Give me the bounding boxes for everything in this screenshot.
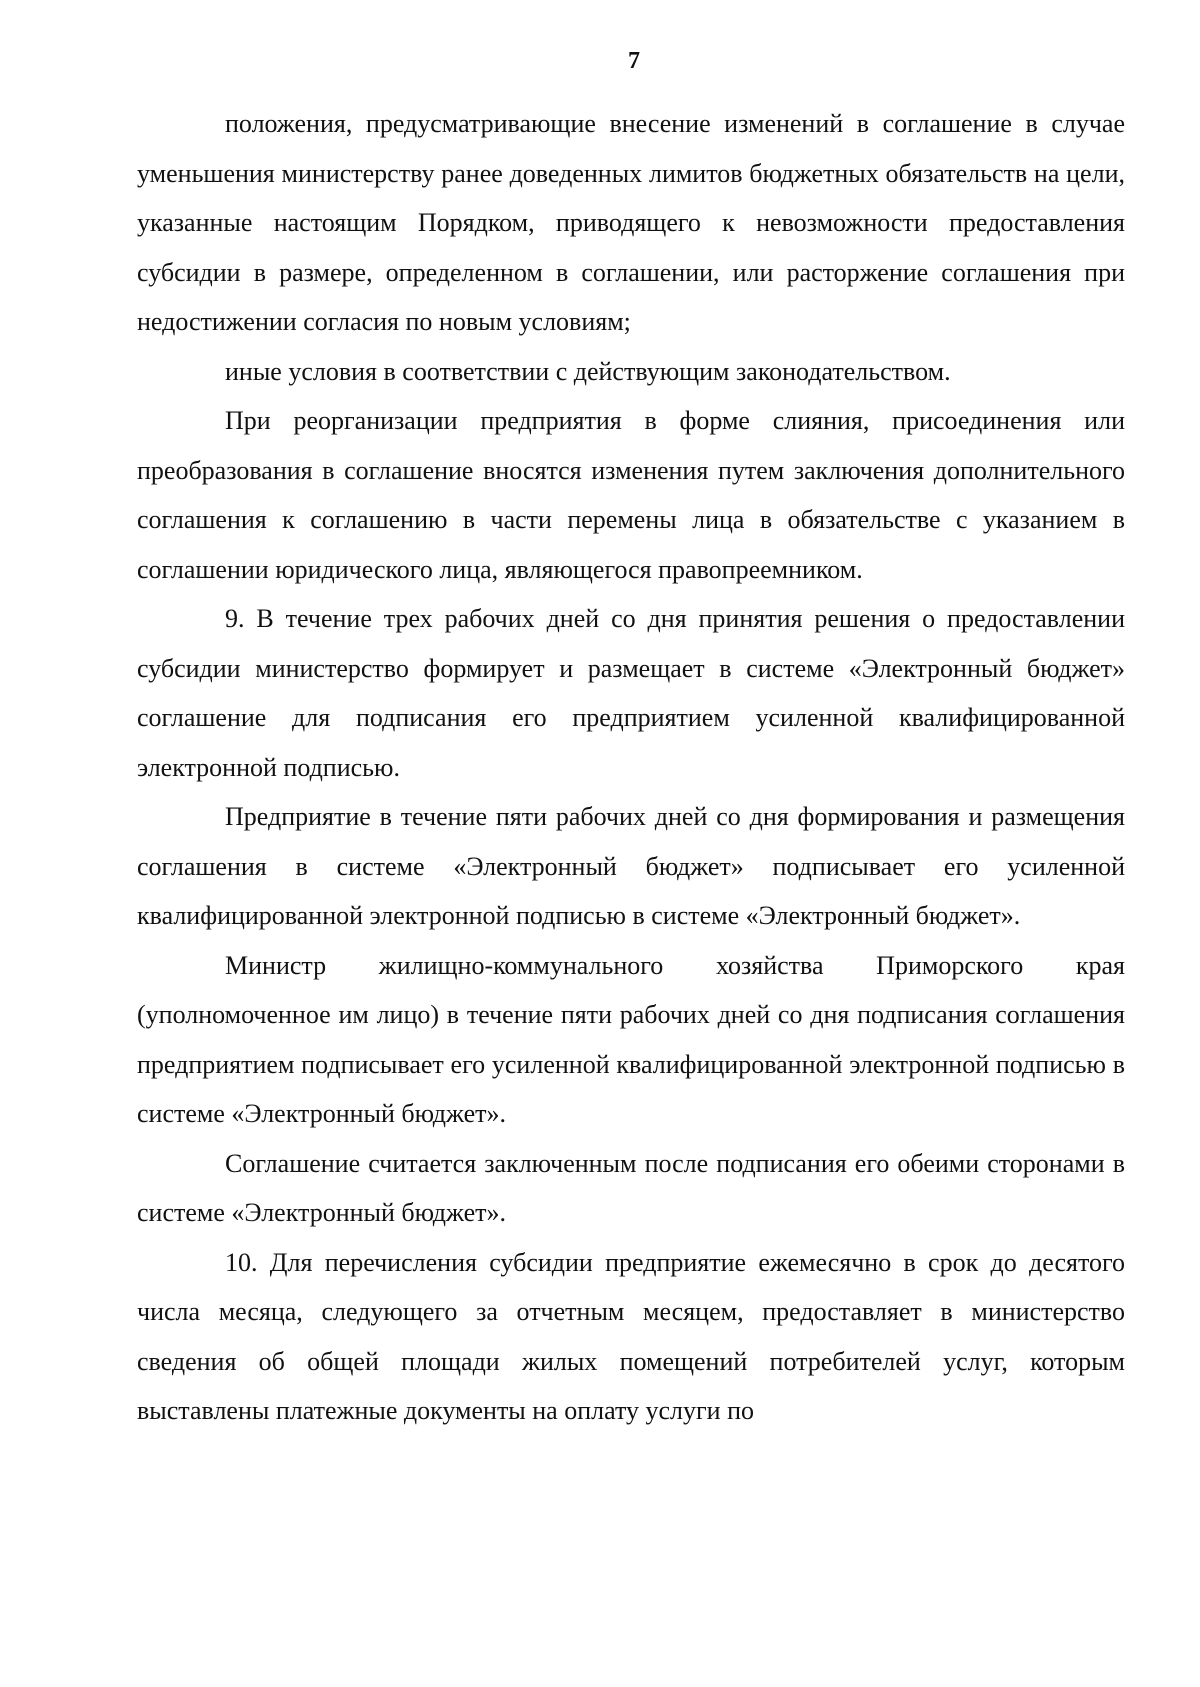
- document-body: [137, 99, 1125, 1436]
- paragraph-item-10: 10. Для перечисления субсидии предприятие ежемесячно в срок до десятого числа месяца, следующего за отчетным месяцем, предоставляет в министерство сведения об общей площади жилых помещений потребителей услуг, которым выставлены платежные документы на оплату услуги по: [137, 1247, 1125, 1425]
- paragraph-item-9: 9. В течение трех рабочих дней со дня принятия решения о предоставлении субсидии министерство формирует и размещает в системе «Электронный бюджет» соглашение для подписания его предприятием усиленной квалифицированной электронной подписью.: [137, 604, 1125, 782]
- paragraph-reorganization: При реорганизации предприятия в форме слияния, присоединения или преобразования в соглашение вносятся изменения путем заключения дополнительного соглашения к соглашению в части перемены лица в обязательстве с указанием в соглашении юридического лица, являющегося правопреемником.: [137, 406, 1125, 584]
- paragraph-enterprise-signing: Предприятие в течение пяти рабочих дней со дня формирования и размещения соглашения в системе «Электронный бюджет» подписывает его усиленной квалифицированной электронной подписью в системе «Электронный бюджет».: [137, 802, 1125, 930]
- paragraph-contract-amendment-provisions: положения, предусматривающие внесение изменений в соглашение в случае уменьшения министерству ранее доведенных лимитов бюджетных обязательств на цели, указанные настоящим Порядком, приводящего к невозможности предоставления субсидии в размере, определенном в соглашении, или расторжение соглашения при недостижении согласия по новым условиям;: [137, 109, 1125, 336]
- paragraph-minister-signing: Министр жилищно-коммунального хозяйства Приморского края (уполномоченное им лицо) в течение пяти рабочих дней со дня подписания соглашения предприятием подписывает его усиленной квалифицированной электронной подписью в системе «Электронный бюджет».: [137, 950, 1125, 1128]
- paragraph-other-conditions: иные условия в соответствии с действующим законодательством.: [225, 356, 951, 386]
- page-number: 7: [628, 48, 640, 74]
- paragraph-agreement-concluded: Соглашение считается заключенным после подписания его обеими сторонами в системе «Электронный бюджет».: [137, 1148, 1125, 1227]
